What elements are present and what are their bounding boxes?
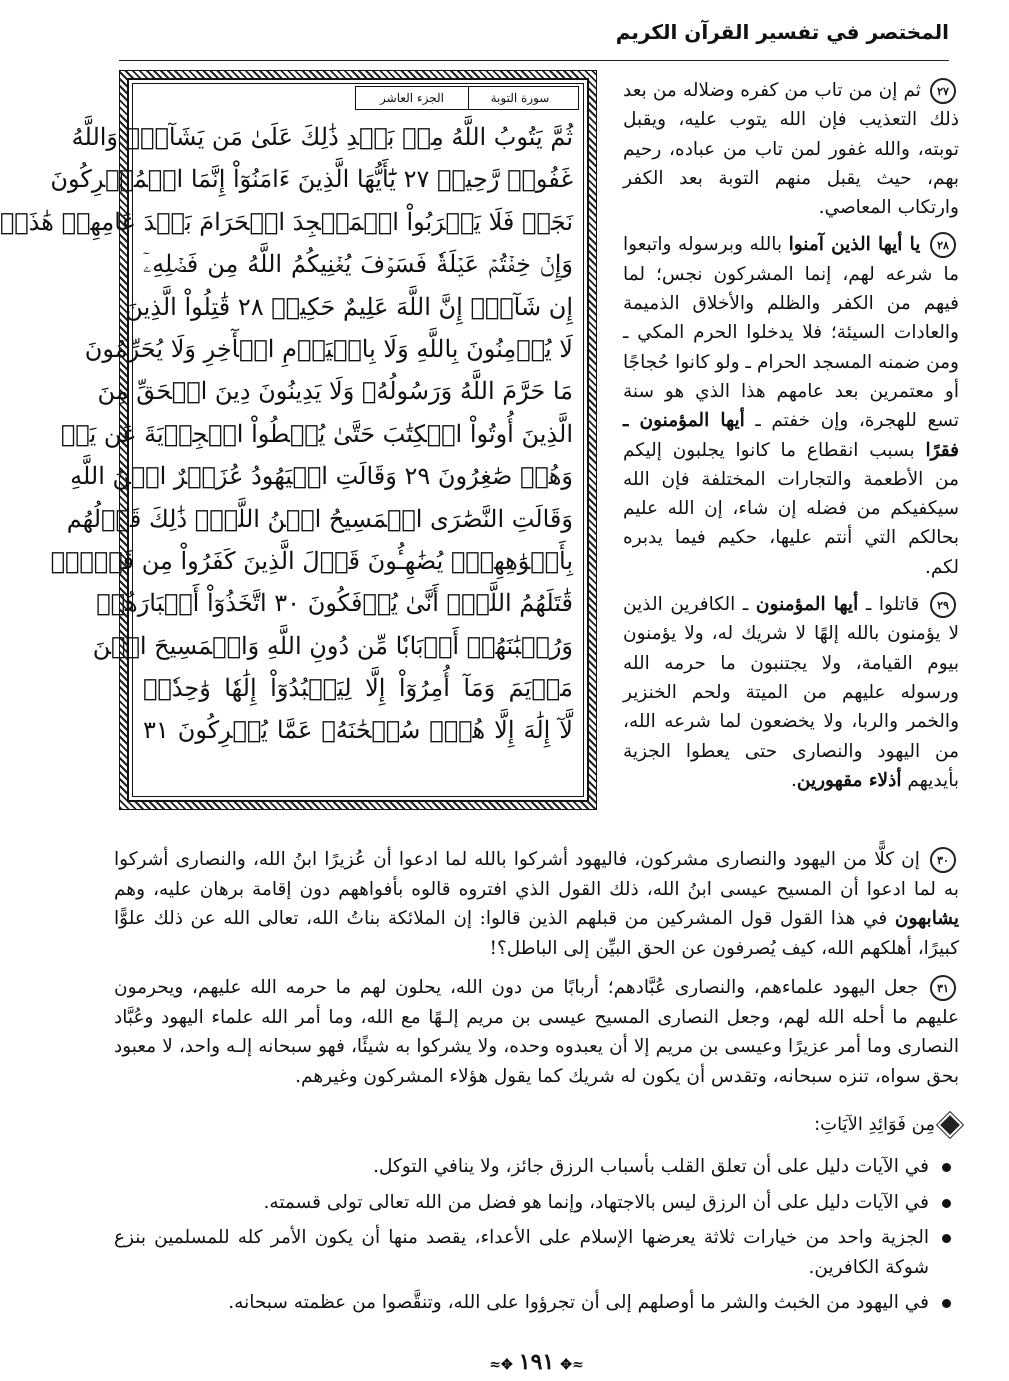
tafsir-text: . xyxy=(790,769,797,791)
quran-line: نَجَسٞ فَلَا يَقۡرَبُواْ الۡمَسۡجِدَ الۡحَرَامَ بَعۡدَ عَامِهِمۡ هَٰذَاۚ xyxy=(0,207,573,236)
tafsir-right-column xyxy=(623,76,959,803)
quran-line: ثُمَّ يَتُوبُ اللَّهُ مِنۢ بَعۡدِ ذَٰلِكَ عَلَىٰ مَن يَشَآءُۗ وَاللَّهُ xyxy=(71,123,573,151)
page-number xyxy=(64,1349,1009,1375)
tafsir-highlight: أيها المؤمنون ـ فقرًا xyxy=(623,410,959,461)
benefits-heading xyxy=(814,1114,959,1135)
tafsir-paragraph xyxy=(623,76,959,222)
ayah-number-badge: ٣١ xyxy=(930,975,956,1001)
quran-line: مَرۡيَمَ وَمَآ أُمِرُوٓاْ إِلَّا لِيَعۡبُدُوٓاْ إِلَٰهٗا وَٰحِدٗاۖ xyxy=(143,674,573,703)
benefits-heading-text: مِن فَوَائِدِ الآيَاتِ: xyxy=(814,1114,935,1135)
ornament-icon: ✥≈ xyxy=(489,1357,513,1373)
tafsir-highlight: أيها المؤمنون xyxy=(755,594,859,616)
quran-line: وَإِنۡ خِفۡتُمۡ عَيۡلَةٗ فَسَوۡفَ يُغۡنِيكُمُ اللَّهُ مِن فَضۡلِهِۦٓ xyxy=(143,250,573,279)
quran-line: وَقَالَتِ النَّصَٰرَى الۡمَسِيحُ ابۡنُ اللَّهِۖ ذَٰلِكَ قَوۡلُهُم xyxy=(66,504,573,533)
tafsir-paragraph xyxy=(114,973,959,1091)
benefit-item: الجزية واحد من خيارات ثلاثة يعرضها الإسلام على الأعداء، يقصد منها أن يكون الأمر كله للمسلمين بنزع شوكة الكافرين. xyxy=(114,1223,959,1282)
ayah-number-badge: ٢٨ xyxy=(930,232,956,258)
benefit-item: في الآيات دليل على أن الرزق ليس بالاجتهاد، وإنما هو فضل من الله تعالى تولى قسمته. xyxy=(114,1188,959,1218)
ornament-icon: ≈✥ xyxy=(560,1357,584,1373)
ayah-number-badge: ٢٩ xyxy=(930,592,956,618)
quran-line: لَّآ إِلَٰهَ إِلَّا هُوَۚ سُبۡحَٰنَهُۥ عَمَّا يُشۡرِكُونَ ٣١ xyxy=(143,716,573,745)
tafsir-text: بسبب انقطاع ما كانوا يجلبون إليكم من الأطعمة والتجارات المختلفة فإن الله سيكفيكم من فضله إن شاء، إن الله عليم بحالكم التي أنتم عليها، حكيم فيما يدبره لكم. xyxy=(623,439,959,578)
benefit-item: في اليهود من الخبث والشر ما أوصلهم إلى أن تجرؤوا على الله، وتنقَّصوا من عظمته سبحانه. xyxy=(114,1288,959,1318)
quran-line: الَّذِينَ أُوتُواْ الۡكِتَٰبَ حَتَّىٰ يُعۡطُواْ الۡجِزۡيَةَ عَن يَدٖ xyxy=(60,419,573,448)
tafsir-text: إن كلًّا من اليهود والنصارى مشركون، فاليهود أشركوا بالله لما ادعوا أن عُزيرًا ابنُ الله، والنصارى أشركوا به لما ادعوا أن المسيح عيسى ابنُ الله، ذلك القول الذي افتروه قالوه بأفواههم دون إقامة برهان عليه، وهم xyxy=(114,849,959,900)
tafsir-text: في هذا القول قول المشركين من قبلهم الذين قالوا: إن الملائكة بناتُ الله، تعالى الله عن ذلك علوًّا كبيرًا، أهلكهم الله، كيف يُصرفون عن الحق البيِّن إلى الباطل؟! xyxy=(114,908,959,959)
tafsir-text: جعل اليهود علماءهم، والنصارى عُبَّادهم؛ أربابًا من دون الله، يحلون لهم ما حرمه الله عليهم، ويحرمون عليهم ما أحله الله لهم، وجعل النصارى المسيح عيسى بن مريم إلـهًا مع الله، وما أمر الله علماء اليهود وعُبَّاد النصارى وما أمر عزيرًا وعيسى بن مريم إلا أن يعبدوه وحده، ولا يشركوا به شيئًا، فهو سبحانه إلـه واحد، لا معبود بحق سواه، تنزه سبحانه، وتقدس أن يكون له شريك كما يقول هؤلاء المشركون وغيرهم. xyxy=(114,977,959,1087)
ayah-number-badge: ٢٧ xyxy=(930,78,956,104)
tafsir-text: قاتلوا ـ xyxy=(865,594,920,616)
benefit-item: في الآيات دليل على أن تعلق القلب بأسباب الرزق جائز، ولا ينافي التوكل. xyxy=(114,1152,959,1182)
quran-line: بِأَفۡوَٰهِهِمۡۖ يُضَٰهِـُٔونَ قَوۡلَ الَّذِينَ كَفَرُواْ مِن قَبۡلُۚ xyxy=(50,546,573,575)
tafsir-text: ـ الكافرين الذين لا يؤمنون بالله إلهًا لا شريك له، ولا يؤمنون بيوم القيامة، ولا يجتنبون ما حرمه الله ورسوله عليهم من الميتة ولحم الخنزير والخمر والربا، ولا يخضعون لما شرعه الله، من اليهود والنصارى حتى يعطوا الجزية بأيديهم xyxy=(623,594,959,791)
ayah-number-badge: ٣٠ xyxy=(930,847,956,873)
quran-text xyxy=(0,116,573,752)
quran-line: لَا يُؤۡمِنُونَ بِاللَّهِ وَلَا بِالۡيَوۡمِ الۡأٓخِرِ وَلَا يُحَرِّمُونَ xyxy=(84,334,573,363)
tafsir-full-width xyxy=(114,845,959,1101)
quran-frame xyxy=(0,70,597,810)
quran-frame-inner xyxy=(0,78,589,802)
tafsir-text: ثم إن من تاب من كفره وضلاله من بعد ذلك التعذيب فإن الله يتوب عليه، ويقبل توبته، والله غفور لمن تاب من عباده، رحيم بهم، حيث يقبل منهم التوبة بعد الكفر وارتكاب المعاصي. xyxy=(623,80,959,219)
quran-labels xyxy=(129,86,587,112)
page-header xyxy=(119,8,949,60)
quran-line: إِن شَآءَۚ إِنَّ اللَّهَ عَلِيمٌ حَكِيمٞ ٢٨ قَٰتِلُواْ الَّذِينَ xyxy=(125,292,573,321)
quran-line: مَا حَرَّمَ اللَّهُ وَرَسُولُهُۥ وَلَا يَدِينُونَ دِينَ الۡحَقِّ مِنَ xyxy=(97,377,573,406)
tafsir-highlight: يشابهون xyxy=(894,908,959,929)
quran-line: قَٰتَلَهُمُ اللَّهُۖ أَنَّىٰ يُؤۡفَكُونَ ٣٠ اتَّخَذُوٓاْ أَحۡبَارَهُمۡ xyxy=(96,589,573,618)
quran-line: وَرُهۡبَٰنَهُمۡ أَرۡبَابٗا مِّن دُونِ اللَّهِ وَالۡمَسِيحَ ابۡنَ xyxy=(92,631,573,660)
ornament-icon xyxy=(937,1112,962,1137)
tafsir-highlight: يا أيها الذين آمنوا xyxy=(788,234,921,256)
tafsir-paragraph xyxy=(114,845,959,963)
tafsir-paragraph xyxy=(623,590,959,795)
book-title: المختصر في تفسير القرآن الكريم xyxy=(615,20,949,44)
quran-line: غَفُورٞ رَّحِيمٞ ٢٧ يَٰٓأَيُّهَا الَّذِينَ ءَامَنُوٓاْ إِنَّمَا الۡمُشۡرِكُونَ xyxy=(50,165,573,194)
tafsir-paragraph xyxy=(623,230,959,582)
page-number-text: ١٩١ xyxy=(518,1349,555,1375)
tafsir-highlight: أذلاء مقهورين xyxy=(796,769,902,791)
juz-label: الجزء العاشر xyxy=(355,86,469,110)
benefits-list xyxy=(114,1152,959,1324)
surah-label: سورة التوبة xyxy=(461,86,579,110)
tafsir-text: بالله وبرسوله واتبعوا ما شرعه لهم، إنما المشركون نجس؛ لما فيهم من الكفر والظلم والأخلاق الذميمة والعادات السيئة؛ فلا يدخلوا الحرم المكي ـ ومن ضمنه المسجد الحرام ـ ولو كانوا حُجاجًا أو معتمرين بعد عامهم هذا الذي هو سنة تسع للهجرة، وإن خفتم ـ xyxy=(623,234,959,432)
header-divider xyxy=(119,60,949,61)
quran-line: وَهُمۡ صَٰغِرُونَ ٢٩ وَقَالَتِ الۡيَهُودُ عُزَيۡرٌ ابۡنُ اللَّهِ xyxy=(70,462,573,491)
